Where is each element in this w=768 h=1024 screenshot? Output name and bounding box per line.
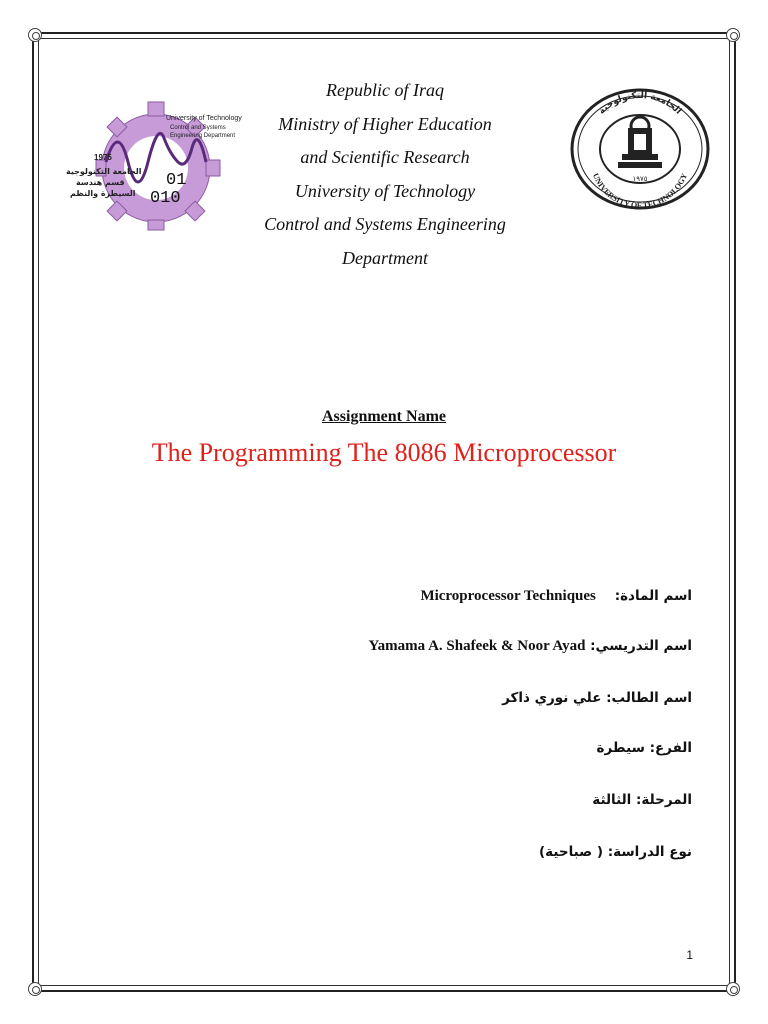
- info-label-study-type: نوع الدراسة:: [607, 844, 692, 860]
- info-row-student: [502, 690, 692, 706]
- logo-line-3: Engineering Department: [170, 133, 236, 139]
- logo-year: 1975: [94, 153, 112, 162]
- assignment-title: The Programming The 8086 Microprocessor: [151, 438, 617, 467]
- seal-icon: [570, 88, 710, 210]
- info-row-branch: [597, 740, 692, 756]
- university-seal-logo: [570, 88, 710, 210]
- logo-binary-top: 01: [166, 171, 187, 190]
- header-line-department: Control and Systems Engineering: [264, 214, 506, 234]
- seal-arabic-text: الجامعة التكنولوجية: [597, 90, 683, 117]
- info-label-stage: المرحلة:: [636, 792, 692, 808]
- header-line-ministry: Ministry of Higher Education: [278, 113, 492, 134]
- info-label-branch: الفرع:: [649, 740, 692, 756]
- corner-ornament-top-left: [28, 28, 42, 42]
- corner-ornament-bottom-right: [726, 982, 740, 996]
- header-line-university: University of Technology: [294, 180, 476, 201]
- seal-year: ١٩٧٥: [632, 175, 648, 183]
- info-value-stage: الثالثة: [592, 792, 632, 808]
- info-row-stage: [592, 792, 692, 808]
- header-block: [200, 74, 570, 275]
- logo-arabic-3: السيطرة والنظم: [70, 189, 136, 198]
- info-label-subject: اسم المادة:: [614, 588, 692, 604]
- logo-line-2: Control and Systems: [170, 125, 226, 131]
- logo-line-1: University of Technology: [166, 115, 242, 122]
- info-value-subject: Microprocessor Techniques: [420, 588, 596, 604]
- header-line-department-2: Department: [342, 247, 428, 268]
- seal-english-text: UNIVERSITY OF TECHNOLOGY: [590, 171, 690, 210]
- corner-ornament-top-right: [726, 28, 740, 42]
- logo-binary-bottom: 010: [150, 189, 181, 208]
- info-label-student: اسم الطالب:: [606, 690, 692, 706]
- info-row-study-type: [539, 844, 692, 860]
- info-row-instructor: [369, 638, 693, 655]
- corner-ornament-bottom-left: [28, 982, 42, 996]
- assignment-label: Assignment Name: [322, 408, 446, 425]
- info-value-study-type: ( صباحية): [538, 844, 604, 860]
- header-line-country: Republic of Iraq: [326, 80, 444, 100]
- page-number: 1: [686, 948, 693, 962]
- header-line-research: and Scientific Research: [300, 147, 470, 167]
- info-value-student: علي نوري ذاكر: [502, 690, 602, 706]
- info-value-instructor: Yamama A. Shafeek & Noor Ayad: [368, 638, 586, 654]
- info-row-subject: [420, 588, 692, 605]
- info-value-branch: سيطرة: [596, 740, 645, 756]
- logo-arabic-1: الجامعة التكنولوجية: [66, 167, 142, 176]
- info-label-instructor: اسم التدريسي:: [590, 638, 692, 654]
- logo-arabic-2: قسم هندسة: [76, 178, 125, 187]
